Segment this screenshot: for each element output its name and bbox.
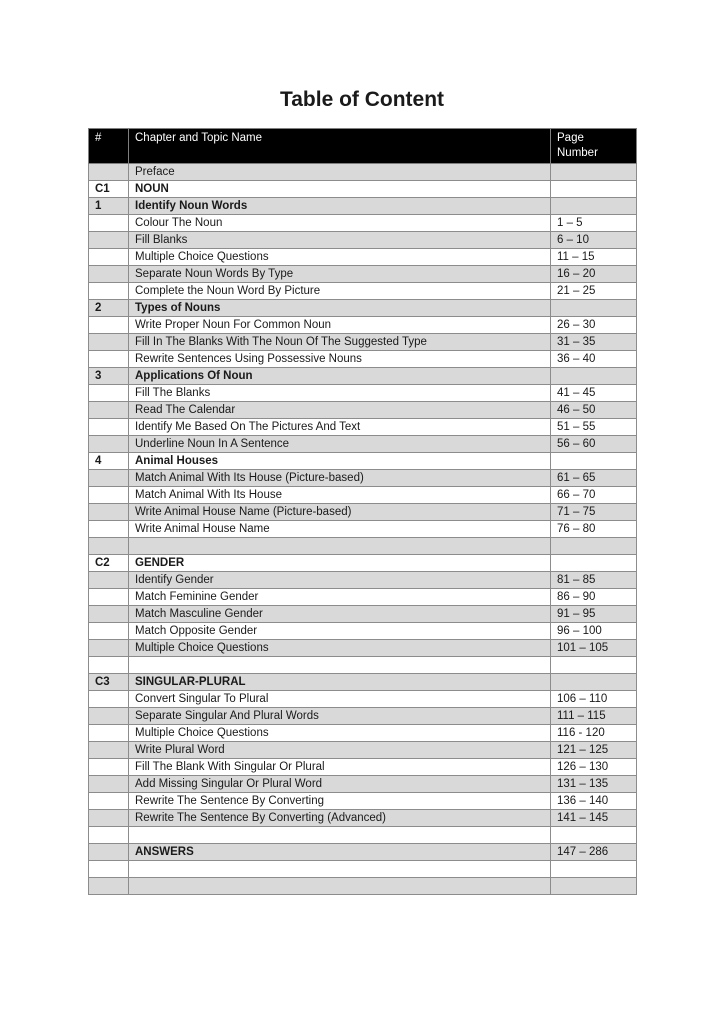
table-row <box>89 725 637 742</box>
row-pages-cell <box>551 827 637 844</box>
row-pages-cell: 56 – 60 <box>551 436 637 453</box>
row-pages-cell: 16 – 20 <box>551 266 637 283</box>
table-row <box>89 606 637 623</box>
table-row <box>89 419 637 436</box>
table-row <box>89 215 637 232</box>
row-pages-cell: 36 – 40 <box>551 351 637 368</box>
row-topic-cell: GENDER <box>129 555 551 572</box>
row-topic-cell: Multiple Choice Questions <box>129 249 551 266</box>
row-number-cell <box>89 334 129 351</box>
row-topic-cell: Identify Noun Words <box>129 198 551 215</box>
row-topic-cell: NOUN <box>129 181 551 198</box>
row-topic-cell: Types of Nouns <box>129 300 551 317</box>
row-topic-cell: Rewrite The Sentence By Converting (Advanced) <box>129 810 551 827</box>
row-topic-cell: Fill In The Blanks With The Noun Of The Suggested Type <box>129 334 551 351</box>
row-pages-cell: 111 – 115 <box>551 708 637 725</box>
table-row <box>89 198 637 215</box>
table-row <box>89 487 637 504</box>
row-number-cell <box>89 742 129 759</box>
row-number-cell <box>89 861 129 878</box>
table-row <box>89 861 637 878</box>
row-topic-cell: Multiple Choice Questions <box>129 725 551 742</box>
row-number-cell <box>89 215 129 232</box>
row-pages-cell: 126 – 130 <box>551 759 637 776</box>
row-number-cell <box>89 232 129 249</box>
table-row <box>89 538 637 555</box>
row-pages-cell: 81 – 85 <box>551 572 637 589</box>
table-row <box>89 742 637 759</box>
row-pages-cell: 136 – 140 <box>551 793 637 810</box>
row-number-cell <box>89 317 129 334</box>
row-topic-cell <box>129 657 551 674</box>
row-number-cell <box>89 810 129 827</box>
row-number-cell <box>89 725 129 742</box>
row-pages-cell: 86 – 90 <box>551 589 637 606</box>
row-pages-cell: 96 – 100 <box>551 623 637 640</box>
header-num: # <box>89 129 129 164</box>
row-topic-cell <box>129 878 551 895</box>
table-row <box>89 657 637 674</box>
row-number-cell <box>89 521 129 538</box>
row-pages-cell <box>551 164 637 181</box>
row-topic-cell: SINGULAR-PLURAL <box>129 674 551 691</box>
row-topic-cell: Read The Calendar <box>129 402 551 419</box>
row-topic-cell: Rewrite The Sentence By Converting <box>129 793 551 810</box>
row-topic-cell <box>129 861 551 878</box>
table-row <box>89 351 637 368</box>
page-title: Table of Content <box>279 88 445 111</box>
table-row <box>89 283 637 300</box>
table-row <box>89 317 637 334</box>
row-number-cell <box>89 351 129 368</box>
row-pages-cell: 121 – 125 <box>551 742 637 759</box>
table-row <box>89 334 637 351</box>
row-topic-cell: Animal Houses <box>129 453 551 470</box>
row-topic-cell: Write Animal House Name (Picture-based) <box>129 504 551 521</box>
row-topic-cell: Identify Gender <box>129 572 551 589</box>
table-row <box>89 759 637 776</box>
row-number-cell <box>89 708 129 725</box>
row-number-cell <box>89 538 129 555</box>
row-pages-cell: 6 – 10 <box>551 232 637 249</box>
row-topic-cell: Match Masculine Gender <box>129 606 551 623</box>
row-number-cell: 4 <box>89 453 129 470</box>
row-number-cell <box>89 589 129 606</box>
row-pages-cell: 41 – 45 <box>551 385 637 402</box>
table-row <box>89 589 637 606</box>
row-number-cell: 3 <box>89 368 129 385</box>
row-topic-cell: Match Animal With Its House <box>129 487 551 504</box>
table-row <box>89 878 637 895</box>
table-row <box>89 385 637 402</box>
row-pages-cell <box>551 674 637 691</box>
row-pages-cell: 147 – 286 <box>551 844 637 861</box>
row-topic-cell: Fill The Blank With Singular Or Plural <box>129 759 551 776</box>
table-row <box>89 776 637 793</box>
row-pages-cell: 141 – 145 <box>551 810 637 827</box>
row-pages-cell <box>551 198 637 215</box>
row-number-cell: 1 <box>89 198 129 215</box>
row-pages-cell: 66 – 70 <box>551 487 637 504</box>
row-topic-cell: Separate Singular And Plural Words <box>129 708 551 725</box>
row-topic-cell: Fill The Blanks <box>129 385 551 402</box>
table-row <box>89 300 637 317</box>
row-number-cell <box>89 402 129 419</box>
row-topic-cell: Match Animal With Its House (Picture-based) <box>129 470 551 487</box>
header-page-number <box>551 129 637 164</box>
row-topic-cell: Rewrite Sentences Using Possessive Nouns <box>129 351 551 368</box>
row-pages-cell: 51 – 55 <box>551 419 637 436</box>
row-topic-cell: Fill Blanks <box>129 232 551 249</box>
row-number-cell <box>89 640 129 657</box>
table-row <box>89 810 637 827</box>
table-row <box>89 402 637 419</box>
row-pages-cell <box>551 861 637 878</box>
table-row <box>89 623 637 640</box>
row-number-cell <box>89 470 129 487</box>
row-pages-cell: 116 - 120 <box>551 725 637 742</box>
row-pages-cell: 21 – 25 <box>551 283 637 300</box>
row-number-cell <box>89 164 129 181</box>
row-pages-cell <box>551 878 637 895</box>
header-page-line2: Number <box>557 147 598 159</box>
toc-header <box>89 129 637 164</box>
row-topic-cell: Complete the Noun Word By Picture <box>129 283 551 300</box>
table-row <box>89 266 637 283</box>
table-row <box>89 674 637 691</box>
row-number-cell <box>89 759 129 776</box>
table-row <box>89 691 637 708</box>
row-pages-cell: 101 – 105 <box>551 640 637 657</box>
row-topic-cell: Separate Noun Words By Type <box>129 266 551 283</box>
row-number-cell <box>89 827 129 844</box>
row-pages-cell: 106 – 110 <box>551 691 637 708</box>
row-topic-cell: Preface <box>129 164 551 181</box>
row-number-cell <box>89 504 129 521</box>
table-row <box>89 232 637 249</box>
row-pages-cell: 61 – 65 <box>551 470 637 487</box>
table-row <box>89 181 637 198</box>
header-topic: Chapter and Topic Name <box>129 129 551 164</box>
row-pages-cell <box>551 538 637 555</box>
row-topic-cell: Applications Of Noun <box>129 368 551 385</box>
table-row <box>89 504 637 521</box>
header-page-line1: Page <box>557 132 584 144</box>
toc-table <box>88 128 637 895</box>
row-pages-cell: 91 – 95 <box>551 606 637 623</box>
row-topic-cell: Identify Me Based On The Pictures And Text <box>129 419 551 436</box>
row-pages-cell <box>551 453 637 470</box>
table-row <box>89 708 637 725</box>
row-number-cell <box>89 572 129 589</box>
row-topic-cell: ANSWERS <box>129 844 551 861</box>
row-topic-cell: Write Proper Noun For Common Noun <box>129 317 551 334</box>
table-row <box>89 453 637 470</box>
row-pages-cell <box>551 555 637 572</box>
table-row <box>89 249 637 266</box>
row-topic-cell: Add Missing Singular Or Plural Word <box>129 776 551 793</box>
header-row <box>89 129 637 164</box>
row-number-cell <box>89 657 129 674</box>
row-topic-cell: Convert Singular To Plural <box>129 691 551 708</box>
row-number-cell <box>89 487 129 504</box>
row-number-cell <box>89 691 129 708</box>
row-topic-cell <box>129 538 551 555</box>
row-number-cell <box>89 419 129 436</box>
row-number-cell <box>89 436 129 453</box>
row-number-cell: C3 <box>89 674 129 691</box>
row-topic-cell: Colour The Noun <box>129 215 551 232</box>
table-row <box>89 572 637 589</box>
row-number-cell <box>89 878 129 895</box>
table-row <box>89 793 637 810</box>
row-topic-cell <box>129 827 551 844</box>
row-pages-cell <box>551 368 637 385</box>
row-number-cell <box>89 385 129 402</box>
table-row <box>89 436 637 453</box>
row-number-cell <box>89 793 129 810</box>
row-number-cell <box>89 844 129 861</box>
row-number-cell: 2 <box>89 300 129 317</box>
row-number-cell <box>89 249 129 266</box>
row-pages-cell: 1 – 5 <box>551 215 637 232</box>
row-pages-cell <box>551 300 637 317</box>
row-number-cell <box>89 606 129 623</box>
table-row <box>89 844 637 861</box>
row-pages-cell: 131 – 135 <box>551 776 637 793</box>
row-number-cell <box>89 623 129 640</box>
table-row <box>89 827 637 844</box>
row-topic-cell: Underline Noun In A Sentence <box>129 436 551 453</box>
table-row <box>89 521 637 538</box>
row-topic-cell: Match Feminine Gender <box>129 589 551 606</box>
row-topic-cell: Multiple Choice Questions <box>129 640 551 657</box>
row-topic-cell: Match Opposite Gender <box>129 623 551 640</box>
row-pages-cell: 71 – 75 <box>551 504 637 521</box>
table-row <box>89 368 637 385</box>
table-row <box>89 555 637 572</box>
row-pages-cell <box>551 657 637 674</box>
row-topic-cell: Write Plural Word <box>129 742 551 759</box>
table-row <box>89 164 637 181</box>
table-row <box>89 640 637 657</box>
row-number-cell <box>89 776 129 793</box>
row-pages-cell: 76 – 80 <box>551 521 637 538</box>
row-topic-cell: Write Animal House Name <box>129 521 551 538</box>
row-pages-cell: 26 – 30 <box>551 317 637 334</box>
row-pages-cell <box>551 181 637 198</box>
row-number-cell: C1 <box>89 181 129 198</box>
row-number-cell <box>89 283 129 300</box>
row-pages-cell: 11 – 15 <box>551 249 637 266</box>
row-number-cell: C2 <box>89 555 129 572</box>
toc-body <box>89 164 637 895</box>
row-pages-cell: 46 – 50 <box>551 402 637 419</box>
row-pages-cell: 31 – 35 <box>551 334 637 351</box>
table-row <box>89 470 637 487</box>
row-number-cell <box>89 266 129 283</box>
